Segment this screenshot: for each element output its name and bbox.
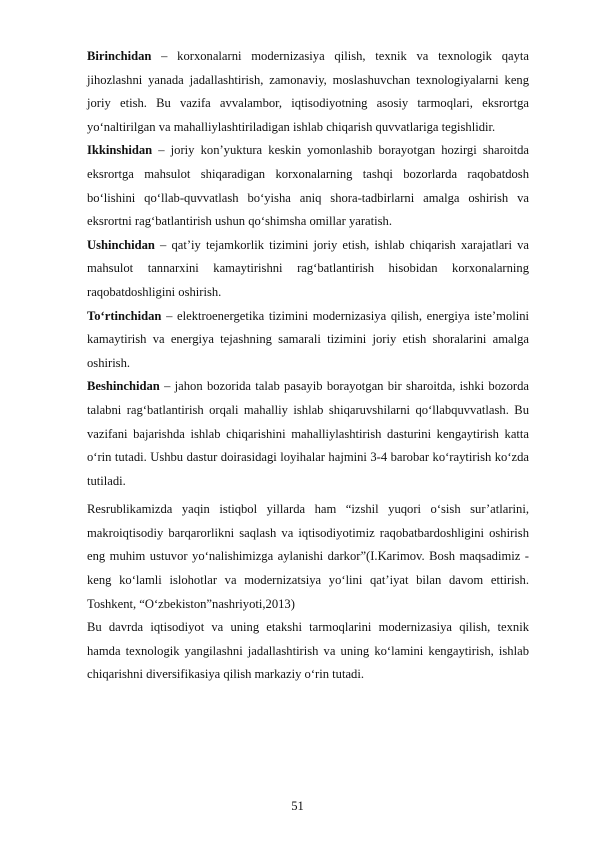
paragraph-text: – jahon bozorida talab pasayib borayotgan bir sharoitda, ishki bozorda talabni rag‘batlantirish orqali mahalliy ishlab shiqaruvshilarni qo‘llabquvvatlash. Bu vazifani bajarishda ishlab chiqarishini mahalliylashtirish dasturini kengaytirish katta o‘rin tutadi. Ushbu dastur doirasidagi loyihalar hajmini 3-4 barobar ko‘raytirish ko‘zda tutiladi. [87,379,529,488]
paragraph-ikkinshidan [87,139,529,233]
paragraph-lead: To‘rtinchidan [87,308,162,323]
paragraph-lead: Birinchidan [87,49,152,63]
paragraph-text: – qat’iy tejamkorlik tizimini joriy etish, ishlab chiqarish xarajatlari va mahsulot tannarxini kamaytirishni rag‘batlantirish hisobidan korxonalarning raqobatdoshligini oshirish. [87,237,529,299]
paragraph-text: Bu davrda iqtisodiyot va uning etakshi tarmoqlarini modernizasiya qilish, texnik hamda texnologik yangilashni jadallashtirish va uning ko‘lamini kengaytirish, ishlab chiqarishni diversifikasiya qilish markaziy o‘rin tutadi. [87,620,529,682]
paragraph-quote [87,498,529,616]
paragraph-text: – elektroenergetika tizimini modernizasiya qilish, energiya iste’molini kamaytirish va energiya tejashning samarali tizimini joriy etish shoralarini amalga oshirish. [87,308,529,370]
page-body [87,45,529,687]
paragraph-text: Resrublikamizda yaqin istiqbol yillarda ham “izshil yuqori o‘sish sur’atlarini, makroiqtisodiy barqarorlikni saqlash va iqtisodiyotimiz raqobatbardoshligini oshirish eng muhim ustuvor yo‘nalishimizga aylanishi darkor”(I.Karimov. Bosh maqsadimiz - keng ko‘lamli islohotlar va modernizatsiya yo‘lini qat’iyat bilan davom ettirish. Toshkent, “O‘zbekiston”nashriyoti,2013) [87,502,529,611]
paragraph-modernization [87,616,529,687]
paragraph-ushinchidan [87,234,529,305]
paragraph-lead: Beshinchidan [87,379,160,394]
paragraph-birinchidan [87,45,529,139]
paragraph-text: – korxonalarni modernizasiya qilish, texnik va texnologik qayta jihozlashni yanada jadallashtirish, zamonaviy, moslashuvchan texnologiyalarni keng joriy etish. Bu vazifa avvalambor, iqtisodiyotning asosiy tarmoqlari, eksrortga yo‘naltirilgan va mahalliylashtiriladigan ishlab chiqarish quvvatlariga tegishlidir. [87,49,529,134]
page-number: 51 [291,799,304,813]
paragraph-tortinchidan [87,305,529,376]
paragraph-text: – joriy kon’yuktura keskin yomonlashib borayotgan hozirgi sharoitda eksrortga mahsulot shiqaradigan korxonalarning tashqi bozorlarda raqobatdosh bo‘lishini qo‘llab-quvvatlash bo‘yisha aniq shora-tadbirlarni amalga oshirish va eksrortni rag‘batlantirish ushun qo‘shimsha omillar yaratish. [87,143,529,229]
paragraph-beshinchidan [87,375,529,493]
paragraph-lead: Ikkinshidan [87,143,153,158]
paragraph-lead: Ushinchidan [87,237,155,252]
